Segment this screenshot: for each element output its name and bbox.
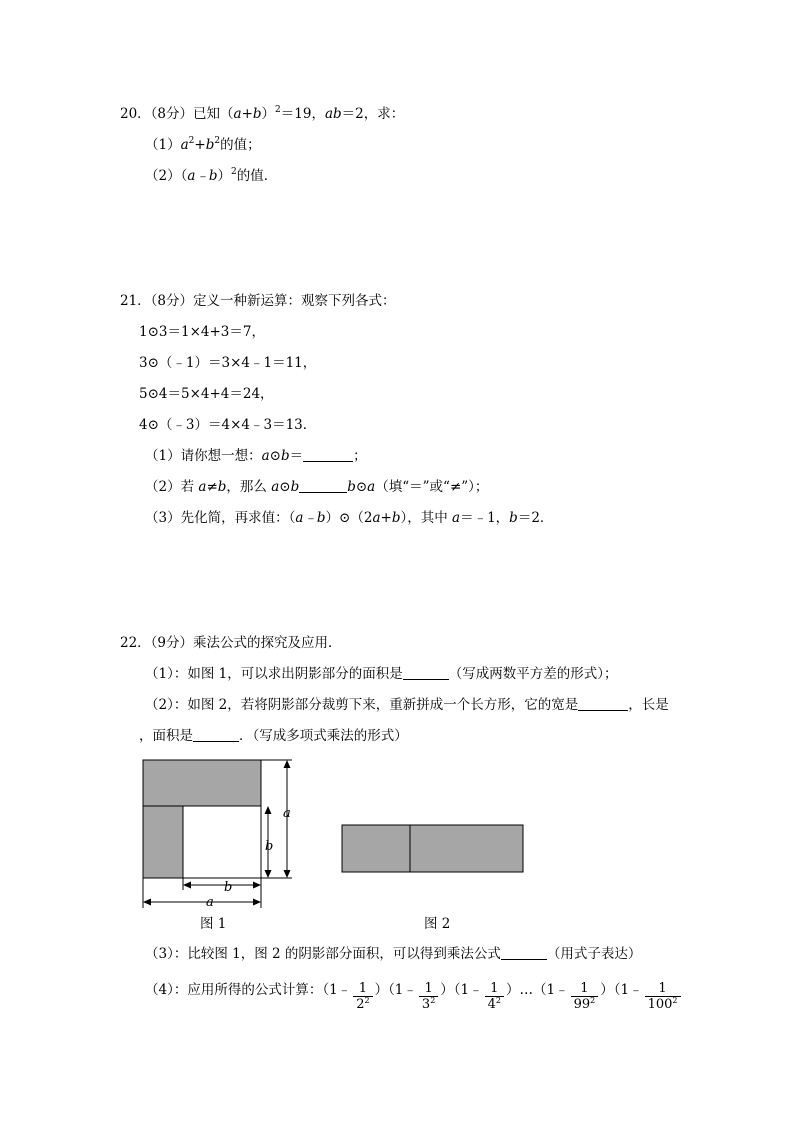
denominator-base: 100 xyxy=(647,996,673,1012)
fraction-numerator: 1 xyxy=(424,980,433,996)
q20-stem: 20．（8分）已知$(a+b)^2=19$，ab＝2，求： xyxy=(120,105,405,122)
q22-part2: （2）：如图 2，若将阴影部分裁剪下来，重新拼成一个长方形，它的宽是 ，长是 xyxy=(145,697,669,713)
denominator-exponent: 2 xyxy=(364,995,370,1005)
denominator-base: 2 xyxy=(356,996,365,1012)
fraction xyxy=(353,981,372,1013)
fig2-caption: 图 2 xyxy=(424,916,451,930)
fraction-numerator: 1 xyxy=(490,980,499,996)
denominator-base: 3 xyxy=(421,996,431,1012)
q21-part3: （3）先化简，再求值：（a﹣b）⊙（2a+b），其中 a＝﹣1，b＝2． xyxy=(145,510,554,526)
fig1-caption: 图 1 xyxy=(200,916,227,930)
fraction-denominator xyxy=(571,996,599,1013)
fraction-numerator: 1 xyxy=(358,980,368,996)
q21-example-2: 3⊙（﹣1）＝3×4﹣1＝11， xyxy=(139,355,317,371)
fig2-left-shaded xyxy=(342,825,410,872)
answer-blank[interactable] xyxy=(299,478,347,493)
fraction-denominator xyxy=(353,996,372,1013)
denominator-base: 99 xyxy=(573,996,591,1012)
fig1-label-a-bottom: a xyxy=(206,895,214,910)
q22-part4: （4）：应用所得的公式计算：（1﹣ $\frac{1}{2^2}$ ）（1﹣ $\frac{1}{3^2}$ ）（1﹣ $\frac{1}{4^2}$ ）…（1﹣ $\frac{1}{99^2}$ ）（1﹣ $\frac{1}{100^2}$ xyxy=(145,970,683,1010)
q22-part3: （3）：比较图 1，图 2 的阴影部分面积，可以得到乘法公式 （用式子表达） xyxy=(145,946,642,962)
fig1-label-a-right: a xyxy=(283,806,291,821)
q20-part2: （2）（a﹣b）$^2$的值． xyxy=(145,167,278,184)
q22-figures xyxy=(0,750,794,930)
fraction-denominator xyxy=(419,996,438,1013)
answer-blank[interactable] xyxy=(501,945,547,960)
fraction-denominator xyxy=(485,996,504,1013)
q21-stem: 21．（8分）定义一种新运算：观察下列各式： xyxy=(120,293,396,309)
term-suffix: ） xyxy=(506,982,520,998)
term-prefix: （1﹣ xyxy=(322,982,352,998)
figure-1 xyxy=(143,760,292,908)
q22-stem: 22．（9分）乘法公式的探究及应用． xyxy=(120,635,342,651)
q21-example-3: 5⊙4＝5×4+4＝24， xyxy=(139,386,274,402)
figure-2 xyxy=(342,825,523,872)
term-suffix: ） xyxy=(440,982,454,998)
fraction-numerator: 1 xyxy=(658,980,667,996)
fraction xyxy=(571,981,599,1013)
q21-example-1: 1⊙3＝1×4+3＝7， xyxy=(139,324,265,340)
denominator-exponent: 2 xyxy=(672,995,678,1005)
q22-part2-cont: ，面积是 ．（写成多项式乘法的形式） xyxy=(139,728,408,744)
fig2-right-shaded xyxy=(410,825,523,872)
fraction xyxy=(419,981,438,1013)
denominator-base: 4 xyxy=(487,996,496,1012)
term-suffix: ） xyxy=(600,982,614,998)
q21-example-4: 4⊙（﹣3）＝4×4﹣3＝13． xyxy=(139,417,317,433)
q21-part2: （2）若 a≠b，那么 a⊙b b⊙a（填“＝”或“≠”）； xyxy=(145,479,489,495)
term-suffix: ） xyxy=(374,982,389,998)
fig1-top-shaded xyxy=(143,760,261,806)
fig1-left-shaded xyxy=(143,806,183,878)
fig1-white-square xyxy=(183,806,261,878)
fraction-denominator xyxy=(645,996,681,1013)
term-prefix: （1﹣ xyxy=(613,982,643,998)
answer-blank[interactable] xyxy=(403,665,449,680)
q20-part1: $(1)a^2+b^2$的值； xyxy=(145,136,261,153)
q22-part1: （1）：如图 1，可以求出阴影部分的面积是 （写成两数平方差的形式）； xyxy=(145,666,618,682)
denominator-exponent: 2 xyxy=(590,995,596,1005)
answer-blank[interactable] xyxy=(193,727,239,742)
term-prefix: （1﹣ xyxy=(453,982,483,998)
q21-part1: （1）请你想一想：a⊙b＝ ； xyxy=(145,448,367,464)
fig1-label-b-bottom: b xyxy=(224,880,233,895)
denominator-exponent: 2 xyxy=(495,995,501,1005)
answer-blank[interactable] xyxy=(578,696,628,711)
answer-blank[interactable] xyxy=(303,447,353,462)
fig1-label-b-right: b xyxy=(265,839,274,854)
term-prefix: （1﹣ xyxy=(388,982,417,998)
term-prefix: …（1﹣ xyxy=(519,982,569,998)
denominator-exponent: 2 xyxy=(430,995,436,1005)
fraction-numerator: 1 xyxy=(580,980,589,996)
fraction xyxy=(645,981,681,1013)
fraction xyxy=(485,981,504,1013)
